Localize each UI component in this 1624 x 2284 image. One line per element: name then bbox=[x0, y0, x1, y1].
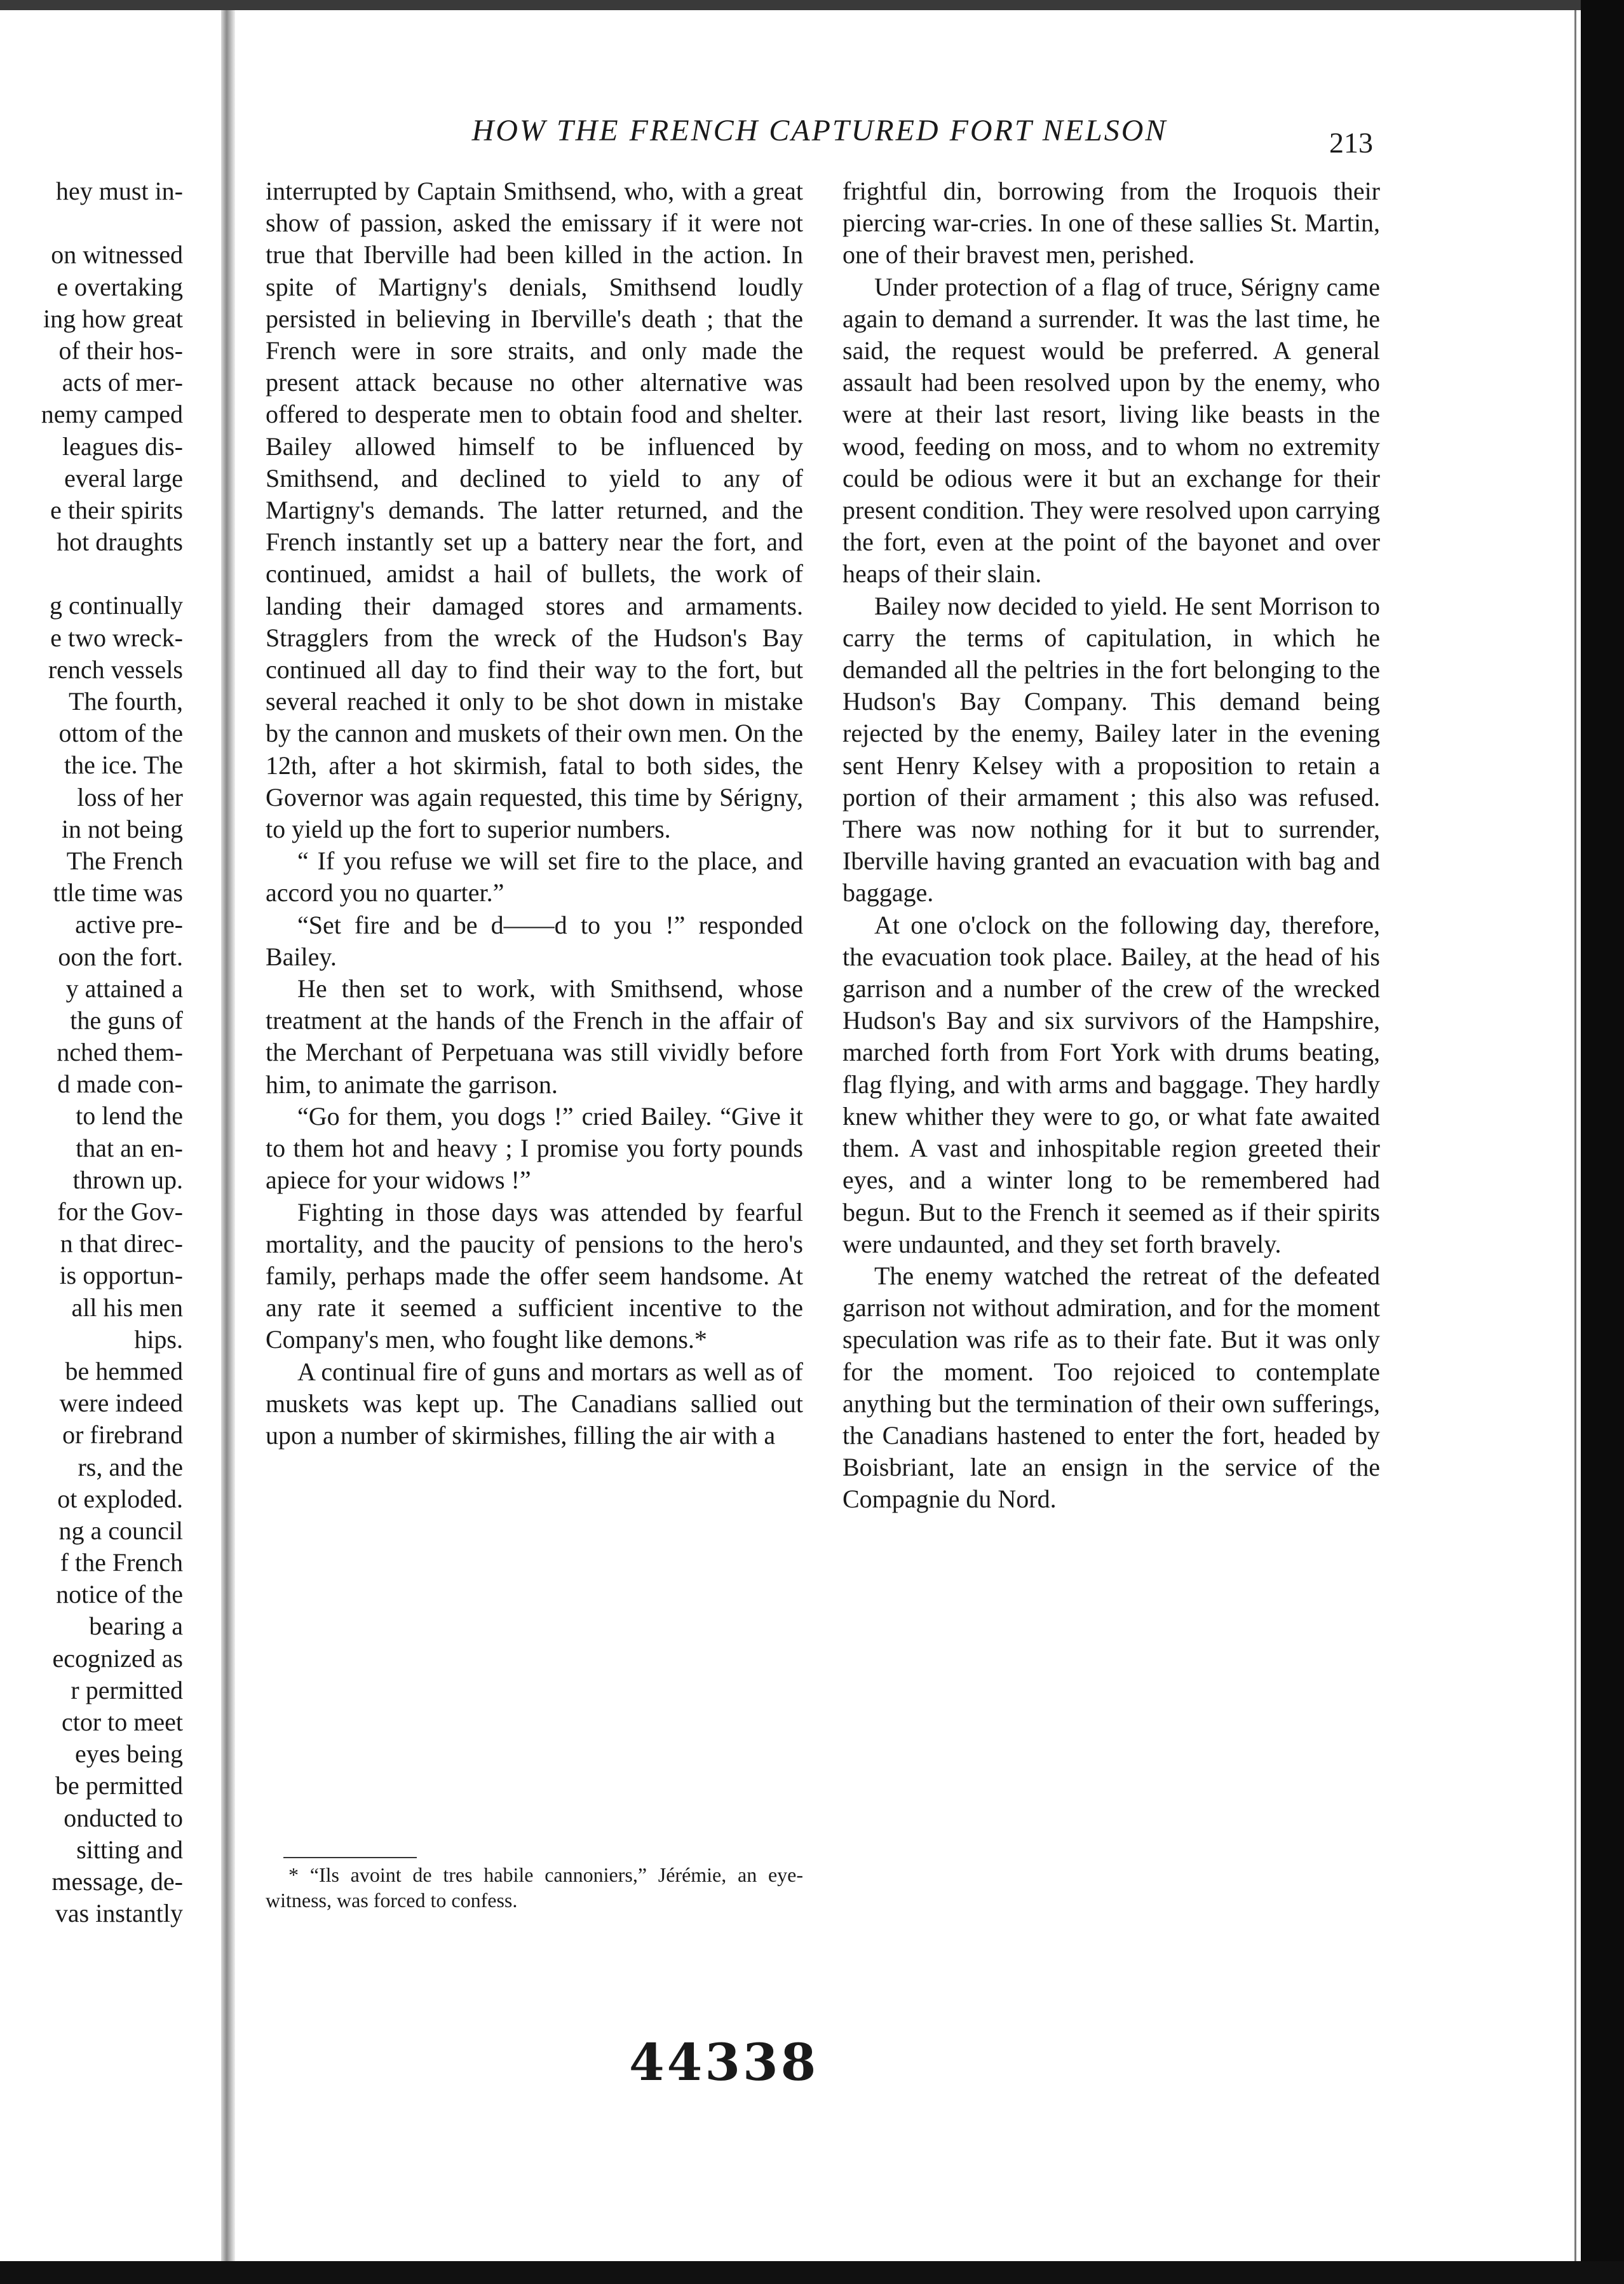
paragraph: frightful din, borrowing from the Iroquois their piercing war-cries. In one of these sallies St. Martin, one of their bravest men, perished. bbox=[842, 177, 1380, 269]
fragment-line: to lend the bbox=[76, 1101, 183, 1131]
fragment-line bbox=[0, 558, 183, 590]
fragment-line: hips. bbox=[134, 1324, 183, 1354]
fragment-line: be hemmed bbox=[65, 1356, 183, 1385]
fragment-line bbox=[0, 207, 183, 239]
fragment-line: is opportun- bbox=[59, 1261, 183, 1290]
footnote: * “Ils avoint de tres habile cannoniers,” Jérémie, an eye-witness, was forced to confess. bbox=[266, 1863, 803, 1912]
fragment-line: nched them- bbox=[57, 1038, 183, 1067]
fragment-line: that an en- bbox=[76, 1133, 183, 1162]
fragment-line: thrown up. bbox=[72, 1165, 183, 1194]
fragment-line: active pre- bbox=[75, 910, 183, 939]
fragment-line: nemy camped bbox=[41, 400, 183, 429]
paragraph: Bailey now decided to yield. He sent Morrison to carry the terms of capitulation, in which he demanded all the peltries in the fort belonging to the Hudson's Bay Company. This demand being rejected by the enemy, Bailey later in the evening sent Henry Kelsey with a proposition to retain a portion of their armament ; this also was refused. There was now nothing for it but to surrender, Iberville having granted an evacuation with bag and baggage. bbox=[842, 591, 1380, 907]
fragment-line: r permitted bbox=[71, 1675, 183, 1704]
page-number: 213 bbox=[1329, 126, 1373, 159]
fragment-line: all his men bbox=[71, 1293, 183, 1322]
accession-number-stamp: 44338 bbox=[629, 2032, 819, 2092]
paragraph: interrupted by Captain Smithsend, who, with a great show of passion, asked the emissary if it were not true that Iberville had been killed in the action. In spite of Martigny's denials, Smithsend loudly persisted in believing in Iberville's death ; that the French were in sore straits, and only made the present attack because no other alternative was offered to desperate men to obtain food and shelter. Bailey allowed himself to be influenced by Smithsend, and declined to yield to any of Martigny's demands. The latter returned, and the French instantly set up a battery near the fort, and continued, amidst a hail of bullets, the work of landing their damaged stores and armaments. Stragglers from the wreck of the Hudson's Bay continued all day to find their way to the fort, but several reached it only to be shot down in mistake by the cannon and muskets of their own men. On the 12th, after a hot skirmish, fatal to both sides, the Governor was again requested, this time by Sérigny, to yield up the fort to superior numbers. bbox=[266, 177, 803, 844]
fragment-line: e two wreck- bbox=[50, 623, 183, 652]
fragment-line: ing how great bbox=[43, 304, 183, 333]
fragment-line: on witnessed bbox=[51, 240, 183, 269]
scan-border-bottom bbox=[0, 2261, 1624, 2284]
fragment-line: ctor to meet bbox=[61, 1708, 183, 1736]
fragment-line: f the French bbox=[60, 1548, 183, 1577]
fragment-line: ecognized as bbox=[52, 1643, 183, 1673]
footnote-rule bbox=[283, 1857, 417, 1858]
fragment-line: everal large bbox=[64, 463, 183, 493]
fragment-line: onducted to bbox=[64, 1803, 183, 1832]
scan-border-top bbox=[0, 0, 1624, 10]
fragment-line: be permitted bbox=[55, 1771, 183, 1800]
fragment-line: ng a council bbox=[58, 1516, 183, 1545]
fragment-line: sitting and bbox=[76, 1835, 183, 1864]
fragment-line: or firebrand bbox=[62, 1420, 183, 1450]
fragment-line: notice of the bbox=[56, 1580, 183, 1609]
fragment-line: for the Gov- bbox=[57, 1197, 183, 1226]
fragment-line: message, de- bbox=[51, 1866, 183, 1896]
paragraph: “Set fire and be d——d to you !” responded Bailey. bbox=[266, 910, 803, 971]
fragment-line: g continually bbox=[50, 591, 183, 620]
paragraph: “ If you refuse we will set fire to the place, and accord you no quarter.” bbox=[266, 846, 803, 907]
running-head: HOW THE FRENCH CAPTURED FORT NELSON bbox=[471, 114, 1168, 147]
fragment-line: eyes being bbox=[75, 1739, 183, 1769]
paragraph: He then set to work, with Smithsend, whose treatment at the hands of the French in the affair of the Merchant of Perpetuana was still vividly before him, to animate the garrison. bbox=[266, 974, 803, 1099]
paragraph: Under protection of a flag of truce, Sérigny came again to demand a surrender. It was the last time, he said, the request would be preferred. A general assault had been resolved upon by the enemy, who were at their last resort, living like beasts in the wood, feeding on moss, and to whom no extremity could be odious were it but an exchange for their present condition. They were resolved upon carrying the fort, even at the point of the bayonet and over heaps of their slain. bbox=[842, 272, 1380, 588]
fragment-line: the ice. The bbox=[64, 751, 183, 780]
fragment-line: bearing a bbox=[89, 1612, 183, 1641]
fragment-line: ttle time was bbox=[53, 878, 183, 907]
fragment-line: of their hos- bbox=[58, 336, 183, 365]
fragment-line: The French bbox=[66, 846, 183, 875]
paragraph: “Go for them, you dogs !” cried Bailey. “Give it to them hot and heavy ; I promise you forty pounds apiece for your widows !” bbox=[266, 1101, 803, 1195]
fragment-line: rench vessels bbox=[48, 655, 183, 684]
fragment-line: hot draughts bbox=[57, 527, 183, 557]
fragment-line: in not being bbox=[61, 814, 183, 843]
book-gutter bbox=[221, 10, 235, 2261]
fragment-line: ottom of the bbox=[58, 719, 183, 748]
paragraph: Fighting in those days was attended by fearful mortality, and the paucity of pensions to the hero's family, perhaps made the offer seem handsome. At any rate it seemed a sufficient incentive to the Company's men, who fought like demons.* bbox=[266, 1197, 803, 1354]
page-edge-line bbox=[1574, 10, 1576, 2261]
paragraph: At one o'clock on the following day, therefore, the evacuation took place. Bailey, at the head of his garrison and a number of the crew of the wrecked Hudson's Bay and six survivors of the Hampshire, marched forth from Fort York with drums beating, flag flying, and with arms and baggage. They hardly knew whither they were to go, or what fate awaited them. A vast and inhospitable region greeted their eyes, and a winter long to be remembered had begun. But to the French it seemed as if their spirits were undaunted, and they set forth bravely. bbox=[842, 910, 1380, 1258]
fragment-line: ot exploded. bbox=[57, 1484, 183, 1513]
fragment-line: the guns of bbox=[70, 1005, 183, 1035]
fragment-line: loss of her bbox=[77, 782, 183, 812]
fragment-line: leagues dis- bbox=[62, 432, 183, 461]
fragment-line: oon the fort. bbox=[58, 942, 183, 971]
left-page-fragment bbox=[0, 175, 183, 1929]
fragment-line: n that direc- bbox=[60, 1229, 183, 1258]
fragment-line: acts of mer- bbox=[62, 368, 183, 397]
fragment-line: e overtaking bbox=[57, 272, 183, 301]
fragment-line: were indeed bbox=[59, 1389, 183, 1418]
fragment-line: y attained a bbox=[65, 974, 183, 1003]
fragment-line: vas instantly bbox=[55, 1899, 183, 1928]
scan-border-right bbox=[1581, 0, 1624, 2284]
fragment-line: rs, and the bbox=[78, 1452, 183, 1481]
paragraph: A continual fire of guns and mortars as well as of muskets was kept up. The Canadians sallied out upon a number of skirmishes, filling the air with a bbox=[266, 1357, 803, 1450]
text-column-1 bbox=[266, 175, 803, 1451]
fragment-line: e their spirits bbox=[50, 495, 183, 524]
fragment-line: hey must in- bbox=[56, 177, 183, 205]
paragraph: The enemy watched the retreat of the defeated garrison not without admiration, and for the moment speculation was rife as to their fate. But it was only for the moment. Too rejoiced to contemplate anything but the termination of their own sufferings, the Canadians hastened to enter the fort, headed by Boisbriant, late an ensign in the service of the Compagnie du Nord. bbox=[842, 1261, 1380, 1514]
fragment-line: The fourth, bbox=[69, 687, 183, 716]
text-column-2 bbox=[842, 175, 1380, 1516]
fragment-line: d made con- bbox=[57, 1070, 183, 1099]
